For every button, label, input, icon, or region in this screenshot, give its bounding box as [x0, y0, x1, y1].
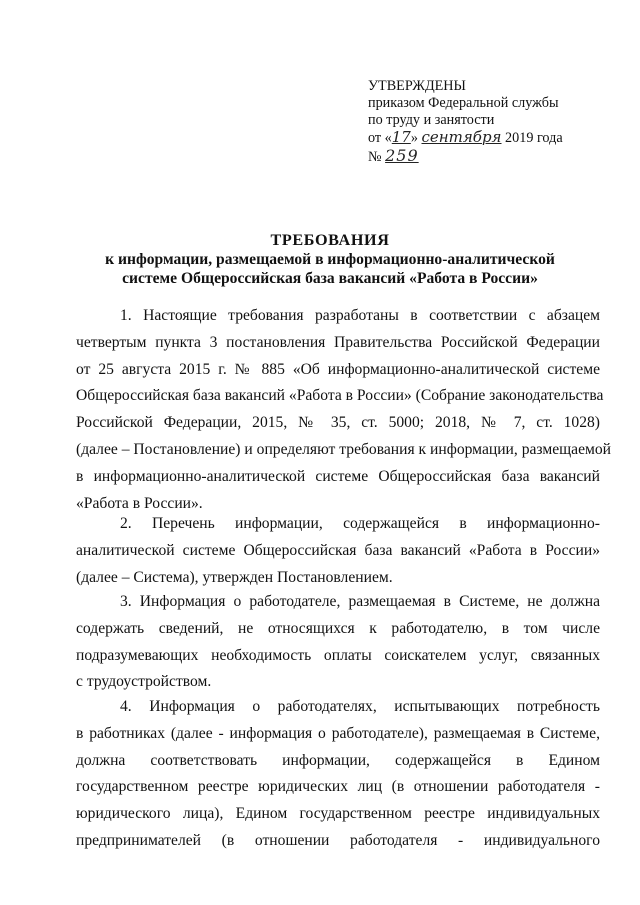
paragraph-line: содержать сведений, не относящихся к работодателю, в том числе — [76, 619, 600, 637]
paragraph-line: 3. Информация о работодателе, размещаемая в Системе, не должна — [120, 593, 600, 610]
paragraph-line: предпринимателей (в отношении работодателя - индивидуального — [76, 831, 600, 849]
paragraph-line: 4. Информация о работодателях, испытывающих потребность — [120, 698, 600, 715]
title-heading: ТРЕБОВАНИЯ — [270, 231, 390, 249]
number-prefix: № — [368, 149, 382, 165]
approval-date: от «17» сентября 2019 года — [368, 128, 563, 146]
paragraph-line: четвертым пункта 3 постановления Правительства Российской Федерации — [76, 333, 600, 351]
paragraph-2 — [76, 511, 600, 591]
paragraph-line: должна соответствовать информации, содержащейся в Едином — [76, 751, 600, 769]
paragraph-line: от 25 августа 2015 г. № 885 «Об информационно-аналитической системе — [76, 360, 600, 378]
paragraph-line: Общероссийская база вакансий «Работа в России» (Собрание законодательства — [76, 387, 604, 405]
approval-number — [368, 147, 563, 166]
paragraph-1 — [76, 303, 612, 517]
date-day-handwritten: 17 — [391, 128, 411, 146]
approval-stamp — [368, 78, 563, 166]
approval-service-line: по труду и занятости — [368, 112, 495, 128]
paragraph-line: (далее – Система), утвержден Постановлением. — [76, 568, 393, 586]
document-title — [60, 231, 600, 288]
paragraph-line: государственном реестре юридических лиц (в отношении работодателя - — [76, 778, 600, 796]
paragraph-line: Российской Федерации, 2015, № 35, ст. 5000; 2018, № 7, ст. 1028) — [76, 414, 600, 432]
paragraph-line: юридического лица), Едином государственном реестре индивидуальных — [76, 805, 600, 823]
title-subtitle-line-2: системе Общероссийская база вакансий «Работа в России» — [122, 270, 538, 287]
paragraph-line: аналитической системе Общероссийская база вакансий «Работа в России» — [76, 541, 600, 559]
date-suffix: 2019 года — [505, 130, 563, 146]
approval-order-line: приказом Федеральной службы — [368, 95, 559, 111]
title-subtitle-line-1: к информации, размещаемой в информационно-аналитической — [105, 251, 555, 268]
paragraph-line: 1. Настоящие требования разработаны в соответствии с абзацем — [120, 307, 600, 324]
paragraph-line: 2. Перечень информации, содержащейся в информационно- — [120, 515, 600, 532]
number-handwritten: 259 — [385, 146, 419, 165]
approval-heading: УТВЕРЖДЕНЫ — [368, 78, 466, 94]
date-prefix: от « — [368, 130, 392, 146]
paragraph-line: в работниках (далее - информация о работодателе), размещаемая в Системе, — [76, 724, 600, 742]
paragraph-line: с трудоустройством. — [76, 673, 212, 691]
paragraph-line: «Работа в России». — [76, 494, 203, 512]
paragraph-line: подразумевающих необходимость оплаты соискателем услуг, связанных — [76, 646, 600, 664]
date-month-handwritten: сентября — [421, 128, 502, 146]
paragraph-line: (далее – Постановление) и определяют требования к информации, размещаемой — [76, 440, 612, 458]
paragraph-line: в информационно-аналитической системе Общероссийская база вакансий — [76, 467, 600, 485]
paragraph-4 — [76, 694, 600, 855]
paragraph-3 — [76, 589, 600, 696]
